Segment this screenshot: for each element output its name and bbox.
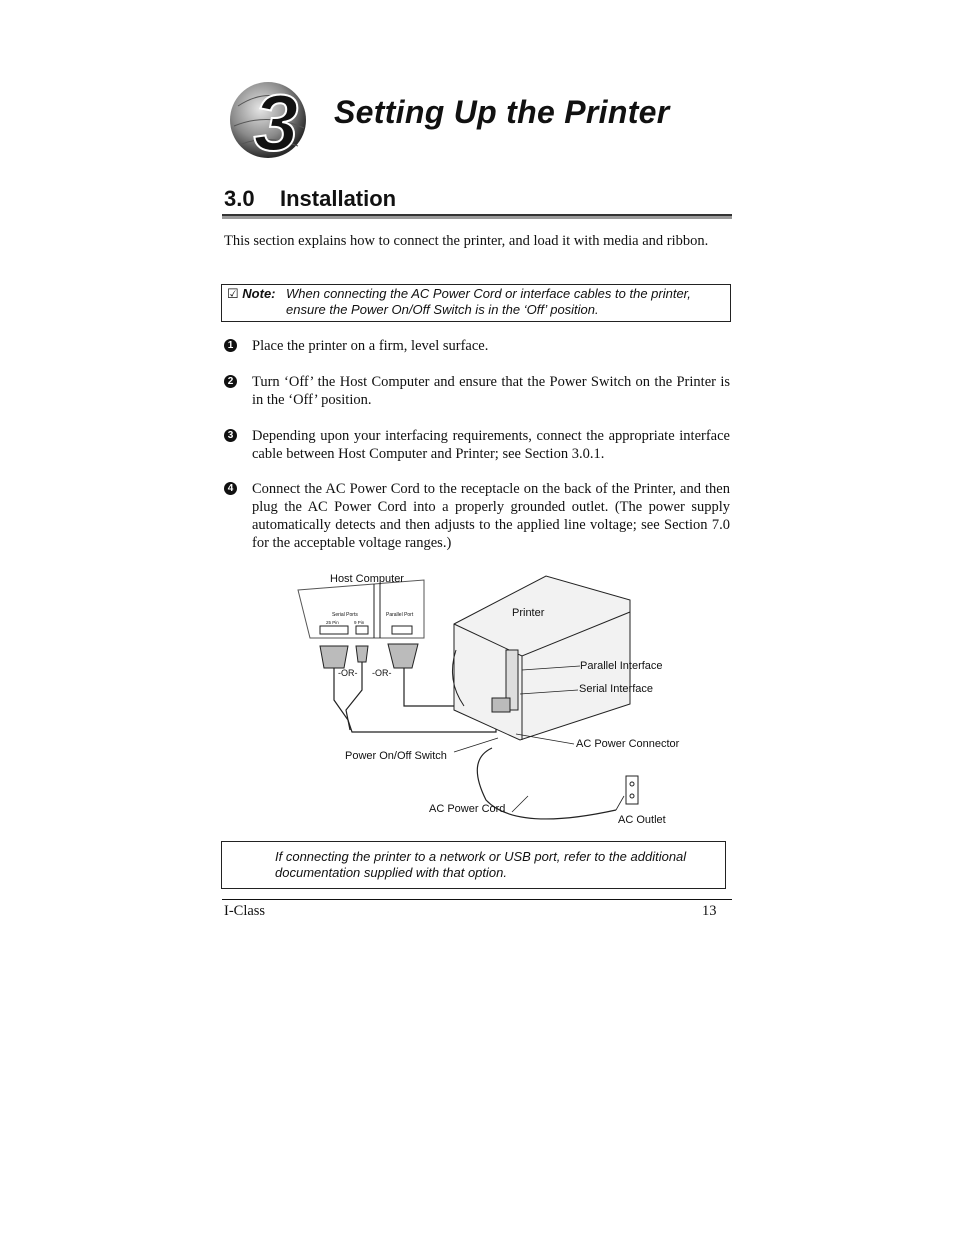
- footer-page-number: 13: [702, 903, 717, 919]
- step-marker: 2: [224, 375, 237, 388]
- or-label-1: -OR-: [338, 668, 358, 678]
- step-item: [224, 337, 730, 355]
- section-divider: [222, 214, 732, 219]
- pin25-label: 25 Pin: [326, 620, 339, 625]
- serial-ports-label: Serial Ports: [332, 612, 358, 618]
- cable-connectors: [320, 644, 418, 668]
- bottom-note-box: [221, 841, 726, 889]
- pin9-label: 9 Pin: [354, 620, 365, 625]
- checked-box-icon: ☑: [227, 286, 239, 301]
- bottom-note-text: If connecting the printer to a network or USB port, refer to the additional documentation supplied with that option.: [275, 849, 687, 880]
- chapter-badge-icon: [228, 76, 314, 160]
- host-computer-label: Host Computer: [330, 573, 404, 585]
- section-title: Installation: [280, 186, 397, 211]
- serial-interface-label: Serial Interface: [579, 683, 653, 695]
- intro-paragraph: This section explains how to connect the printer, and load it with media and ribbon.: [224, 233, 709, 249]
- step-marker: 4: [224, 482, 237, 495]
- note-box: [221, 284, 731, 322]
- or-label-2: -OR-: [372, 668, 392, 678]
- step-item: [224, 427, 730, 463]
- step-marker: 3: [224, 429, 237, 442]
- chapter-title: Setting Up the Printer: [334, 94, 670, 130]
- parallel-interface-label: Parallel Interface: [580, 660, 663, 672]
- step-text: Connect the AC Power Cord to the receptacle on the back of the Printer, and then plug the AC Power Cord into a properly grounded outlet. (The power supply automatically detects and then adjusts to the applied line voltage; see Section 7.0 for the acceptable voltage ranges.): [252, 481, 730, 551]
- host-computer-illustration: [298, 580, 424, 638]
- chapter-number: 3: [253, 78, 299, 160]
- step-text: Turn ‘Off’ the Host Computer and ensure that the Power Switch on the Printer is in the ‘Off’ position.: [252, 374, 730, 408]
- ac-outlet-illustration: [626, 776, 638, 804]
- power-switch-label: Power On/Off Switch: [345, 750, 447, 762]
- step-text: Place the printer on a firm, level surface.: [252, 338, 489, 354]
- step-text: Depending upon your interfacing requirements, connect the appropriate interface cable between Host Computer and Printer; see Section 3.0.1.: [252, 428, 730, 462]
- printer-illustration: [452, 576, 630, 740]
- note-text: When connecting the AC Power Cord or interface cables to the printer, ensure the Power On/Off Switch is in the ‘Off’ position.: [286, 286, 691, 317]
- ac-power-connector-label: AC Power Connector: [576, 738, 680, 750]
- footer-divider: [222, 899, 732, 900]
- step-item: [224, 480, 730, 552]
- ac-power-cord-label: AC Power Cord: [429, 803, 506, 815]
- section-heading: [224, 186, 396, 212]
- ac-outlet-label: AC Outlet: [618, 814, 666, 826]
- installation-diagram: [296, 570, 696, 832]
- step-item: [224, 373, 730, 409]
- parallel-port-label: Parallel Port: [386, 612, 414, 618]
- step-marker: 1: [224, 339, 237, 352]
- footer-product-name: I-Class: [224, 903, 266, 919]
- printer-label: Printer: [512, 607, 545, 619]
- note-label-group: [227, 286, 276, 302]
- note-label: Note:: [242, 286, 276, 301]
- section-number: 3.0: [224, 186, 255, 211]
